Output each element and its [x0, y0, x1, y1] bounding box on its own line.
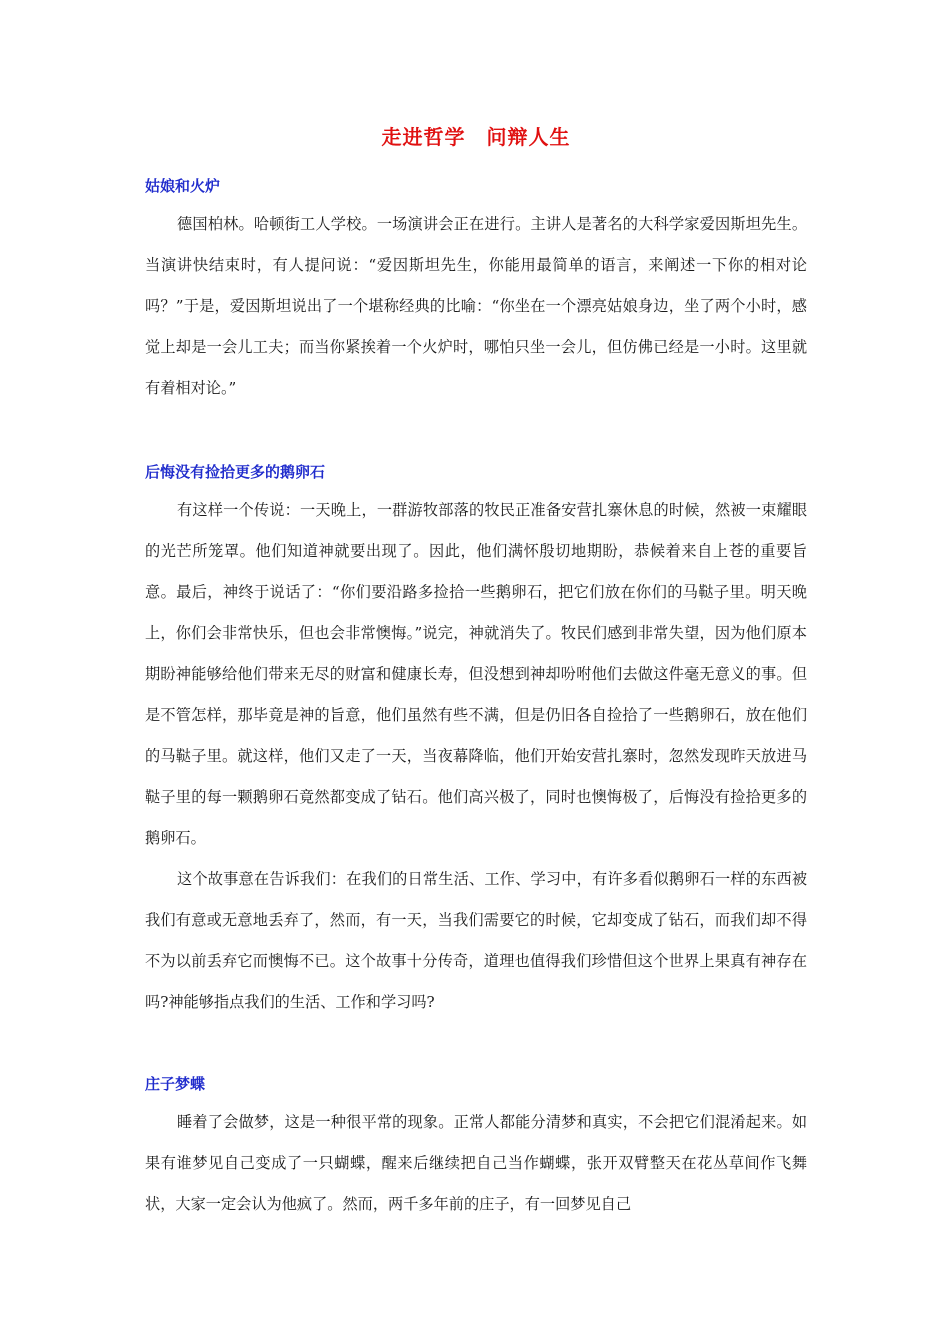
document-title: 走进哲学 问辩人生 [381, 125, 571, 149]
section-heading: 姑娘和火炉 [145, 177, 221, 195]
section-heading: 庄子梦蝶 [145, 1075, 206, 1093]
section-girl-and-stove [145, 174, 807, 409]
paragraph: 有这样一个传说：一天晚上，一群游牧部落的牧民正准备安营扎寨休息的时候，然被一束耀眼的光芒所笼罩。他们知道神就要出现了。因此，他们满怀殷切地期盼，恭候着来自上苍的重要旨意。最后，神终于说话了：“你们要沿路多捡拾一些鹅卵石，把它们放在你们的马鞑子里。明天晚上，你们会非常快乐，但也会非常懊悔。”说完，神就消失了。牧民们感到非常失望，因为他们原本期盼神能够给他们带来无尽的财富和健康长寿，但没想到神却吩咐他们去做这件毫无意义的事。但是不管怎样，那毕竟是神的旨意，他们虽然有些不满，但是仍旧各自捡拾了一些鹅卵石，放在他们的马鞑子里。就这样，他们又走了一天，当夜幕降临，他们开始安营扎寨时，忽然发现昨天放进马鞑子里的每一颗鹅卵石竟然都变成了钻石。他们高兴极了，同时也懊悔极了，后悔没有捡拾更多的鹅卵石。 [145, 501, 807, 847]
section-heading: 后悔没有捡拾更多的鹅卵石 [145, 463, 326, 481]
paragraph: 德国柏林。哈顿街工人学校。一场演讲会正在进行。主讲人是著名的大科学家爱因斯坦先生。当演讲快结束时，有人提问说：“爱因斯坦先生，你能用最简单的语言，来阐述一下你的相对论吗？”于是，爱因斯坦说出了一个堪称经典的比喻：“你坐在一个漂亮姑娘身边，坐了两个小时，感觉上却是一会儿工夫；而当你紧挨着一个火炉时，哪怕只坐一会儿，但仿佛已经是一小时。这里就有着相对论。” [145, 215, 807, 397]
section-pebbles [145, 460, 807, 1023]
section-zhuangzi-butterfly [145, 1072, 807, 1225]
paragraph: 这个故事意在告诉我们：在我们的日常生活、工作、学习中，有许多看似鹅卵石一样的东西被我们有意或无意地丢弃了，然而，有一天，当我们需要它的时候，它却变成了钻石，而我们却不得不为以前丢弃它而懊悔不已。这个故事十分传奇，道理也值得我们珍惜但这个世界上果真有神存在吗?神能够指点我们的生活、工作和学习吗? [145, 870, 807, 1011]
paragraph: 睡着了会做梦，这是一种很平常的现象。正常人都能分清梦和真实，不会把它们混淆起来。如果有谁梦见自己变成了一只蝴蝶，醒来后继续把自己当作蝴蝶，张开双臂整天在花丛草间作飞舞状，大家一定会认为他疯了。然而，两千多年前的庄子，有一回梦见自己 [145, 1113, 807, 1213]
